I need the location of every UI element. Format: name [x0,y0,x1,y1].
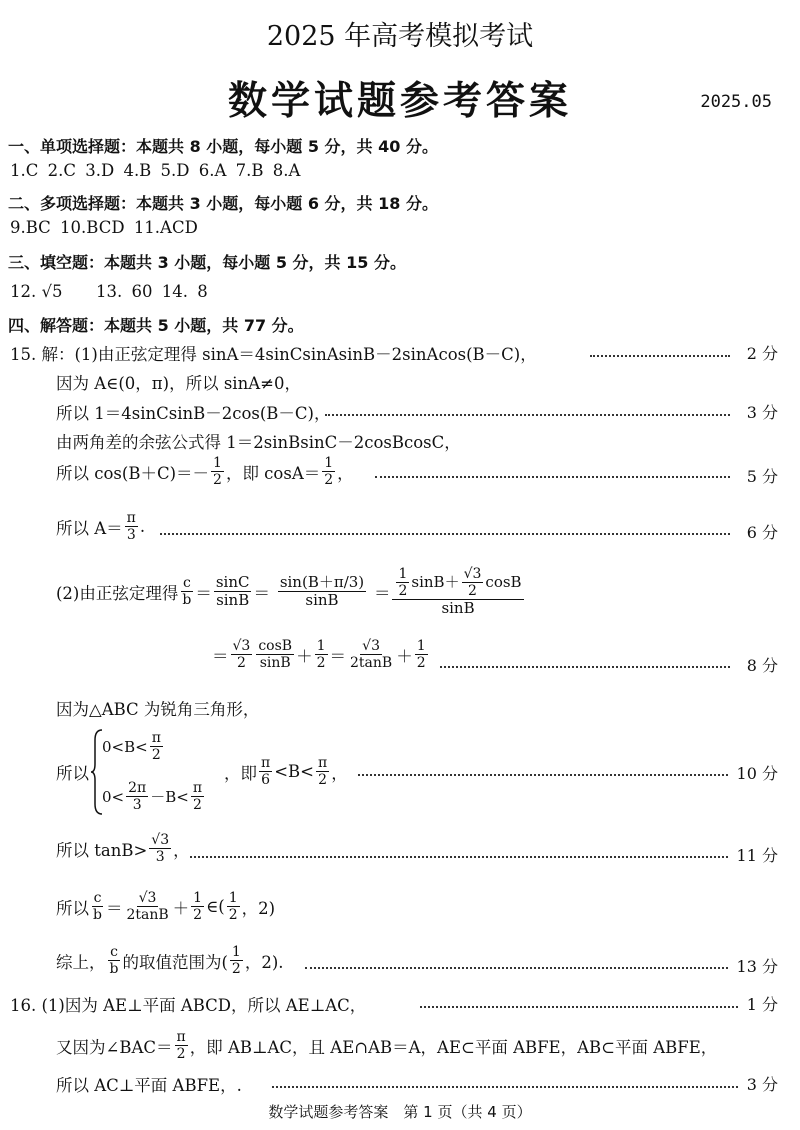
case-2 [102,780,206,813]
fraction-half [211,455,224,488]
denominator: 2 [151,747,161,764]
text: ＝ [373,583,391,603]
fraction-half [191,890,204,923]
numerator: π [176,1029,186,1045]
denominator: 2 [228,907,238,924]
q15-line-12 [56,944,284,977]
text: cosB [485,572,522,591]
text: ，即 AB⊥AC，且 AE∩AB＝A，AE⊂平面 ABFE，AB⊂平面 ABFE， [189,1037,718,1057]
section-heading-3: 三、填空题：本题共 3 小题，每小题 5 分，共 15 分。 [8,253,406,272]
numerator: c [93,890,102,906]
leader-dots [272,1086,738,1088]
numerator: 1 [416,638,426,654]
numerator: 1 [228,890,238,906]
denominator: 2 [316,655,326,672]
leader-dots [325,414,730,416]
text: ＝ [105,898,123,918]
fraction-sin-sum [272,574,372,610]
text: 又因为∠BAC＝ [56,1037,173,1057]
text: 所以 A＝ [56,518,123,538]
denominator: b [93,907,102,924]
denominator: b [182,592,192,609]
q15-part2-line-1 [56,566,526,617]
text: ，即 [224,763,257,783]
fraction-sinC-sinB [214,574,252,610]
q15-line-6 [56,510,145,543]
numerator: √3 [232,638,251,654]
score-mark: 5 分 [746,467,778,486]
numerator: 1 [316,638,326,654]
text: 所以 cos(B＋C)＝－ [56,463,210,483]
text: 0< [102,787,125,806]
text: ，2). [244,952,284,972]
text: ＝ [212,646,229,666]
leader-dots [190,856,728,858]
score-mark: 13 分 [736,957,778,976]
exam-title: 2025 年高考模拟考试 [266,21,534,52]
text: 的取值范围为( [122,952,228,972]
section-heading-2: 二、多项选择题：本题共 3 小题，每小题 6 分，共 18 分。 [8,194,438,213]
denominator: 3 [126,527,136,544]
fraction-half [415,638,428,671]
fraction-pi-2 [316,755,329,788]
numerator: 1 [231,944,241,960]
q15-part2-line-2: ＝ $\frac{√3}{2}$ $\frac{\cos B}{\sin B}$ ＋ $\frac{1}{2}$ ＝ $\frac{√3}{2\tan B}$ ＋ $\frac{1}{2}$ [212,638,426,672]
answer-12: 12. √5 [10,282,63,301]
numerator: 1 [193,890,203,906]
section-heading-1: 一、单项选择题：本题共 8 小题，每小题 5 分，共 40 分。 [8,137,438,156]
page-footer: 数学试题参考答案 第 1 页（共 4 页） [268,1103,532,1121]
denominator: sinB [259,655,291,672]
denominator: 2 [236,655,246,672]
numerator: sin(B＋π/3) [279,572,365,591]
q16-line-2 [56,1029,717,1062]
text: sinB＋ [411,572,460,591]
section-heading-4: 四、解答题：本题共 5 小题，共 77 分。 [8,316,304,335]
score-mark: 8 分 [746,656,778,675]
numerator: 2π [128,780,147,796]
denominator: 2 [324,472,334,489]
score-mark: 3 分 [746,403,778,422]
numerator: π [317,755,328,771]
q15-line-9-label: 所以 [56,764,89,783]
score-mark: 11 分 [736,846,778,865]
q15-line-8: 因为△ABC 为锐角三角形， [56,700,260,719]
denominator: 2 [416,655,426,672]
leader-dots [440,666,730,668]
score-mark: 10 分 [736,764,778,783]
q15-line-1: 15. 解：(1)由正弦定理得 sinA＝4sinCsinAsinB－2sinAcos(B－C)， [10,345,537,364]
leader-dots [590,355,730,357]
fraction-half [396,566,409,599]
fraction-half [315,638,328,671]
leader-dots [375,476,730,478]
numerator: c [182,575,191,592]
denominator: 2tanB [126,907,169,924]
denominator: 3 [155,849,165,866]
text: ， [173,840,190,860]
denominator: 2 [213,472,222,489]
leader-dots [358,774,728,776]
text: ， [331,763,348,783]
fraction-pi-2 [150,730,163,763]
q15-line-4: 由两角差的余弦公式得 1＝2sinBsinC－2cosBcosC， [56,433,461,452]
text: <B< [274,762,314,782]
text: (2)由正弦定理得 [56,583,179,603]
denominator: 2 [231,961,241,978]
text: 所以 tanB> [56,840,148,860]
q15-line-3: 所以 1＝4sinCsinB－2cos(B－C)， [56,404,331,423]
leader-dots [305,967,728,969]
fraction-c-b [180,575,193,608]
fraction-2pi-3 [126,780,148,813]
q15-line-11 [56,890,275,923]
q16-line-3: 所以 AC⊥平面 ABFE，. [56,1076,242,1095]
text: 综上， [56,952,106,972]
fraction-sqrt3-3 [149,832,171,865]
denominator: 2 [468,583,477,600]
fraction-sqrt3-2 [231,638,253,671]
answers-9-11: 9.BC 10.BCD 11.ACD [10,218,198,237]
leader-dots [420,1006,738,1008]
fraction-half [227,890,240,923]
fraction-sqrt3-2 [462,566,484,599]
fraction-sqrt3-2tanB [124,890,170,923]
text: 0<B< [102,737,148,756]
denominator: 2 [192,797,202,814]
fraction-half [322,455,335,488]
fraction-c-b [91,890,104,923]
text: ＝ [253,583,270,603]
answers-13-14: 13. 60 14. 8 [96,282,208,301]
fraction-half [230,944,243,977]
denominator: 2 [318,772,328,789]
denominator: 2tanB [350,655,393,672]
numerator: √3 [463,566,482,582]
denominator: 3 [132,797,142,814]
denominator: 2 [176,1046,186,1063]
text: 所以 [56,898,89,918]
numerator [392,566,523,600]
text: ＋ [172,898,190,918]
denominator: sinB [216,591,250,610]
text: ， [337,463,354,483]
fraction-pi-3 [125,510,138,543]
score-mark: 2 分 [746,344,778,363]
score-mark: 6 分 [746,523,778,542]
fraction-pi-2 [191,780,204,813]
fraction-sqrt3-2tanB [348,638,394,671]
numerator: cosB [258,638,293,654]
numerator: sinC [215,572,250,591]
numerator: π [126,510,136,526]
numerator: √3 [138,890,157,906]
numerator: 1 [398,566,408,582]
fraction-pi-2 [175,1029,188,1062]
q15-line-10 [56,832,190,865]
score-mark: 1 分 [746,995,778,1014]
q15-line-9 [224,755,348,788]
denominator: sinB [441,599,475,618]
numerator: π [192,780,203,796]
q15-line-2: 因为 A∈(0，π)，所以 sinA≠0， [56,374,301,393]
numerator: √3 [362,638,380,654]
text: ＝ [195,583,212,603]
fraction-cosB-sinB [256,638,294,671]
denominator: b [109,961,119,978]
text: －B< [150,788,189,807]
text: ∈( [206,897,225,917]
q16-line-1: 16. (1)因为 AE⊥平面 ABCD，所以 AE⊥AC， [10,996,367,1015]
denominator: 6 [261,772,271,789]
fraction-c-b [108,944,121,977]
numerator: c [110,944,118,960]
numerator: √3 [151,832,170,848]
numerator: 1 [324,455,334,471]
text: ，2) [241,898,276,918]
leader-dots [160,533,730,535]
denominator: 2 [193,907,203,924]
denominator: 2 [398,583,408,600]
numerator: π [261,755,271,771]
answers-1-8: 1.C 2.C 3.D 4.B 5.D 6.A 7.B 8.A [10,161,301,180]
document-date: 2025.05 [700,92,772,112]
fraction-pi-6 [259,755,272,788]
score-mark: 3 分 [746,1075,778,1094]
text: . [139,517,146,537]
numerator: 1 [213,455,222,471]
document-title: 数学试题参考答案 [227,78,572,124]
fraction-expanded [392,566,523,617]
numerator: π [151,730,161,746]
text: ，即 cosA＝ [225,463,321,483]
q15-line-5 [56,455,354,488]
case-1 [102,730,165,763]
denominator: sinB [305,591,339,610]
